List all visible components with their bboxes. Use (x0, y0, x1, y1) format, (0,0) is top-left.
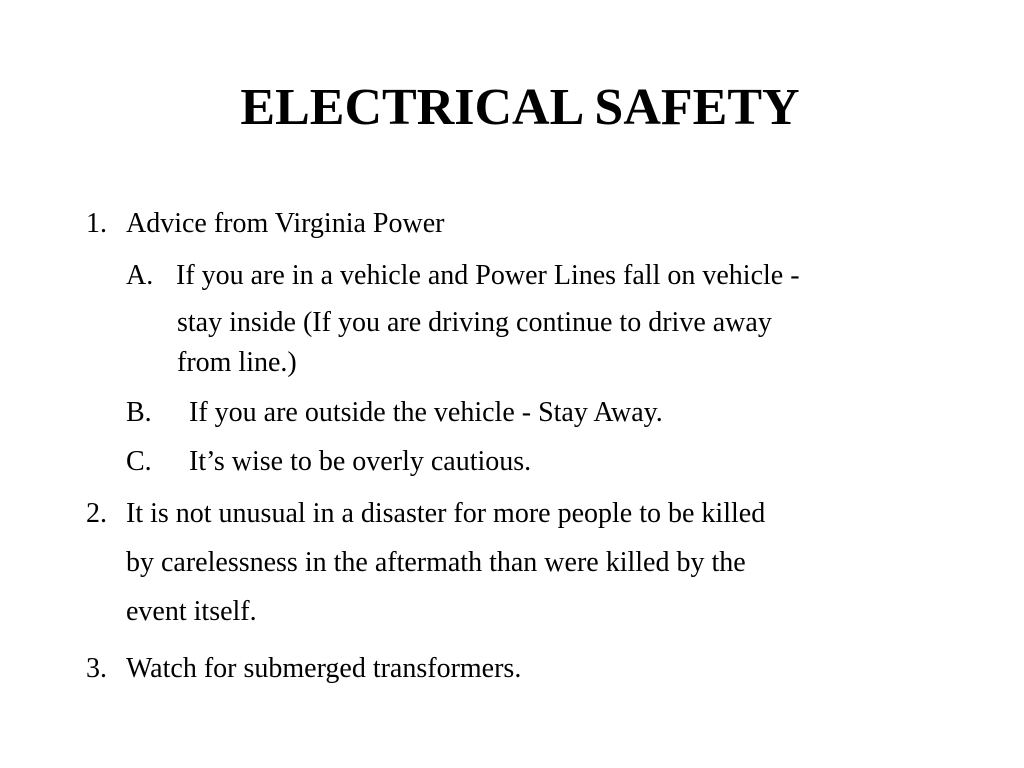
item-number: 1. (86, 208, 107, 239)
sub-item-line: If you are outside the vehicle - Stay Away. (189, 397, 663, 428)
sub-item-letter: A. (126, 260, 154, 291)
item-text: Watch for submerged transformers. (126, 653, 522, 684)
item-line: event itself. (126, 596, 257, 627)
slide-title: ELECTRICAL SAFETY (240, 79, 800, 136)
sub-item-line: It’s wise to be overly cautious. (189, 446, 532, 477)
item-text: Advice from Virginia Power (126, 208, 445, 239)
sub-item-letter: C. (126, 446, 152, 477)
sub-item-line: from line.) (177, 347, 297, 378)
item-number: 3. (86, 653, 107, 684)
item-line: It is not unusual in a disaster for more people to be killed (126, 498, 766, 529)
sub-item-line: If you are in a vehicle and Power Lines fall on vehicle - (176, 260, 800, 291)
item-line: by carelessness in the aftermath than were killed by the (126, 547, 746, 578)
item-number: 2. (86, 498, 107, 529)
sub-item-line: stay inside (If you are driving continue to drive away (177, 307, 772, 338)
sub-item-letter: B. (126, 397, 152, 428)
